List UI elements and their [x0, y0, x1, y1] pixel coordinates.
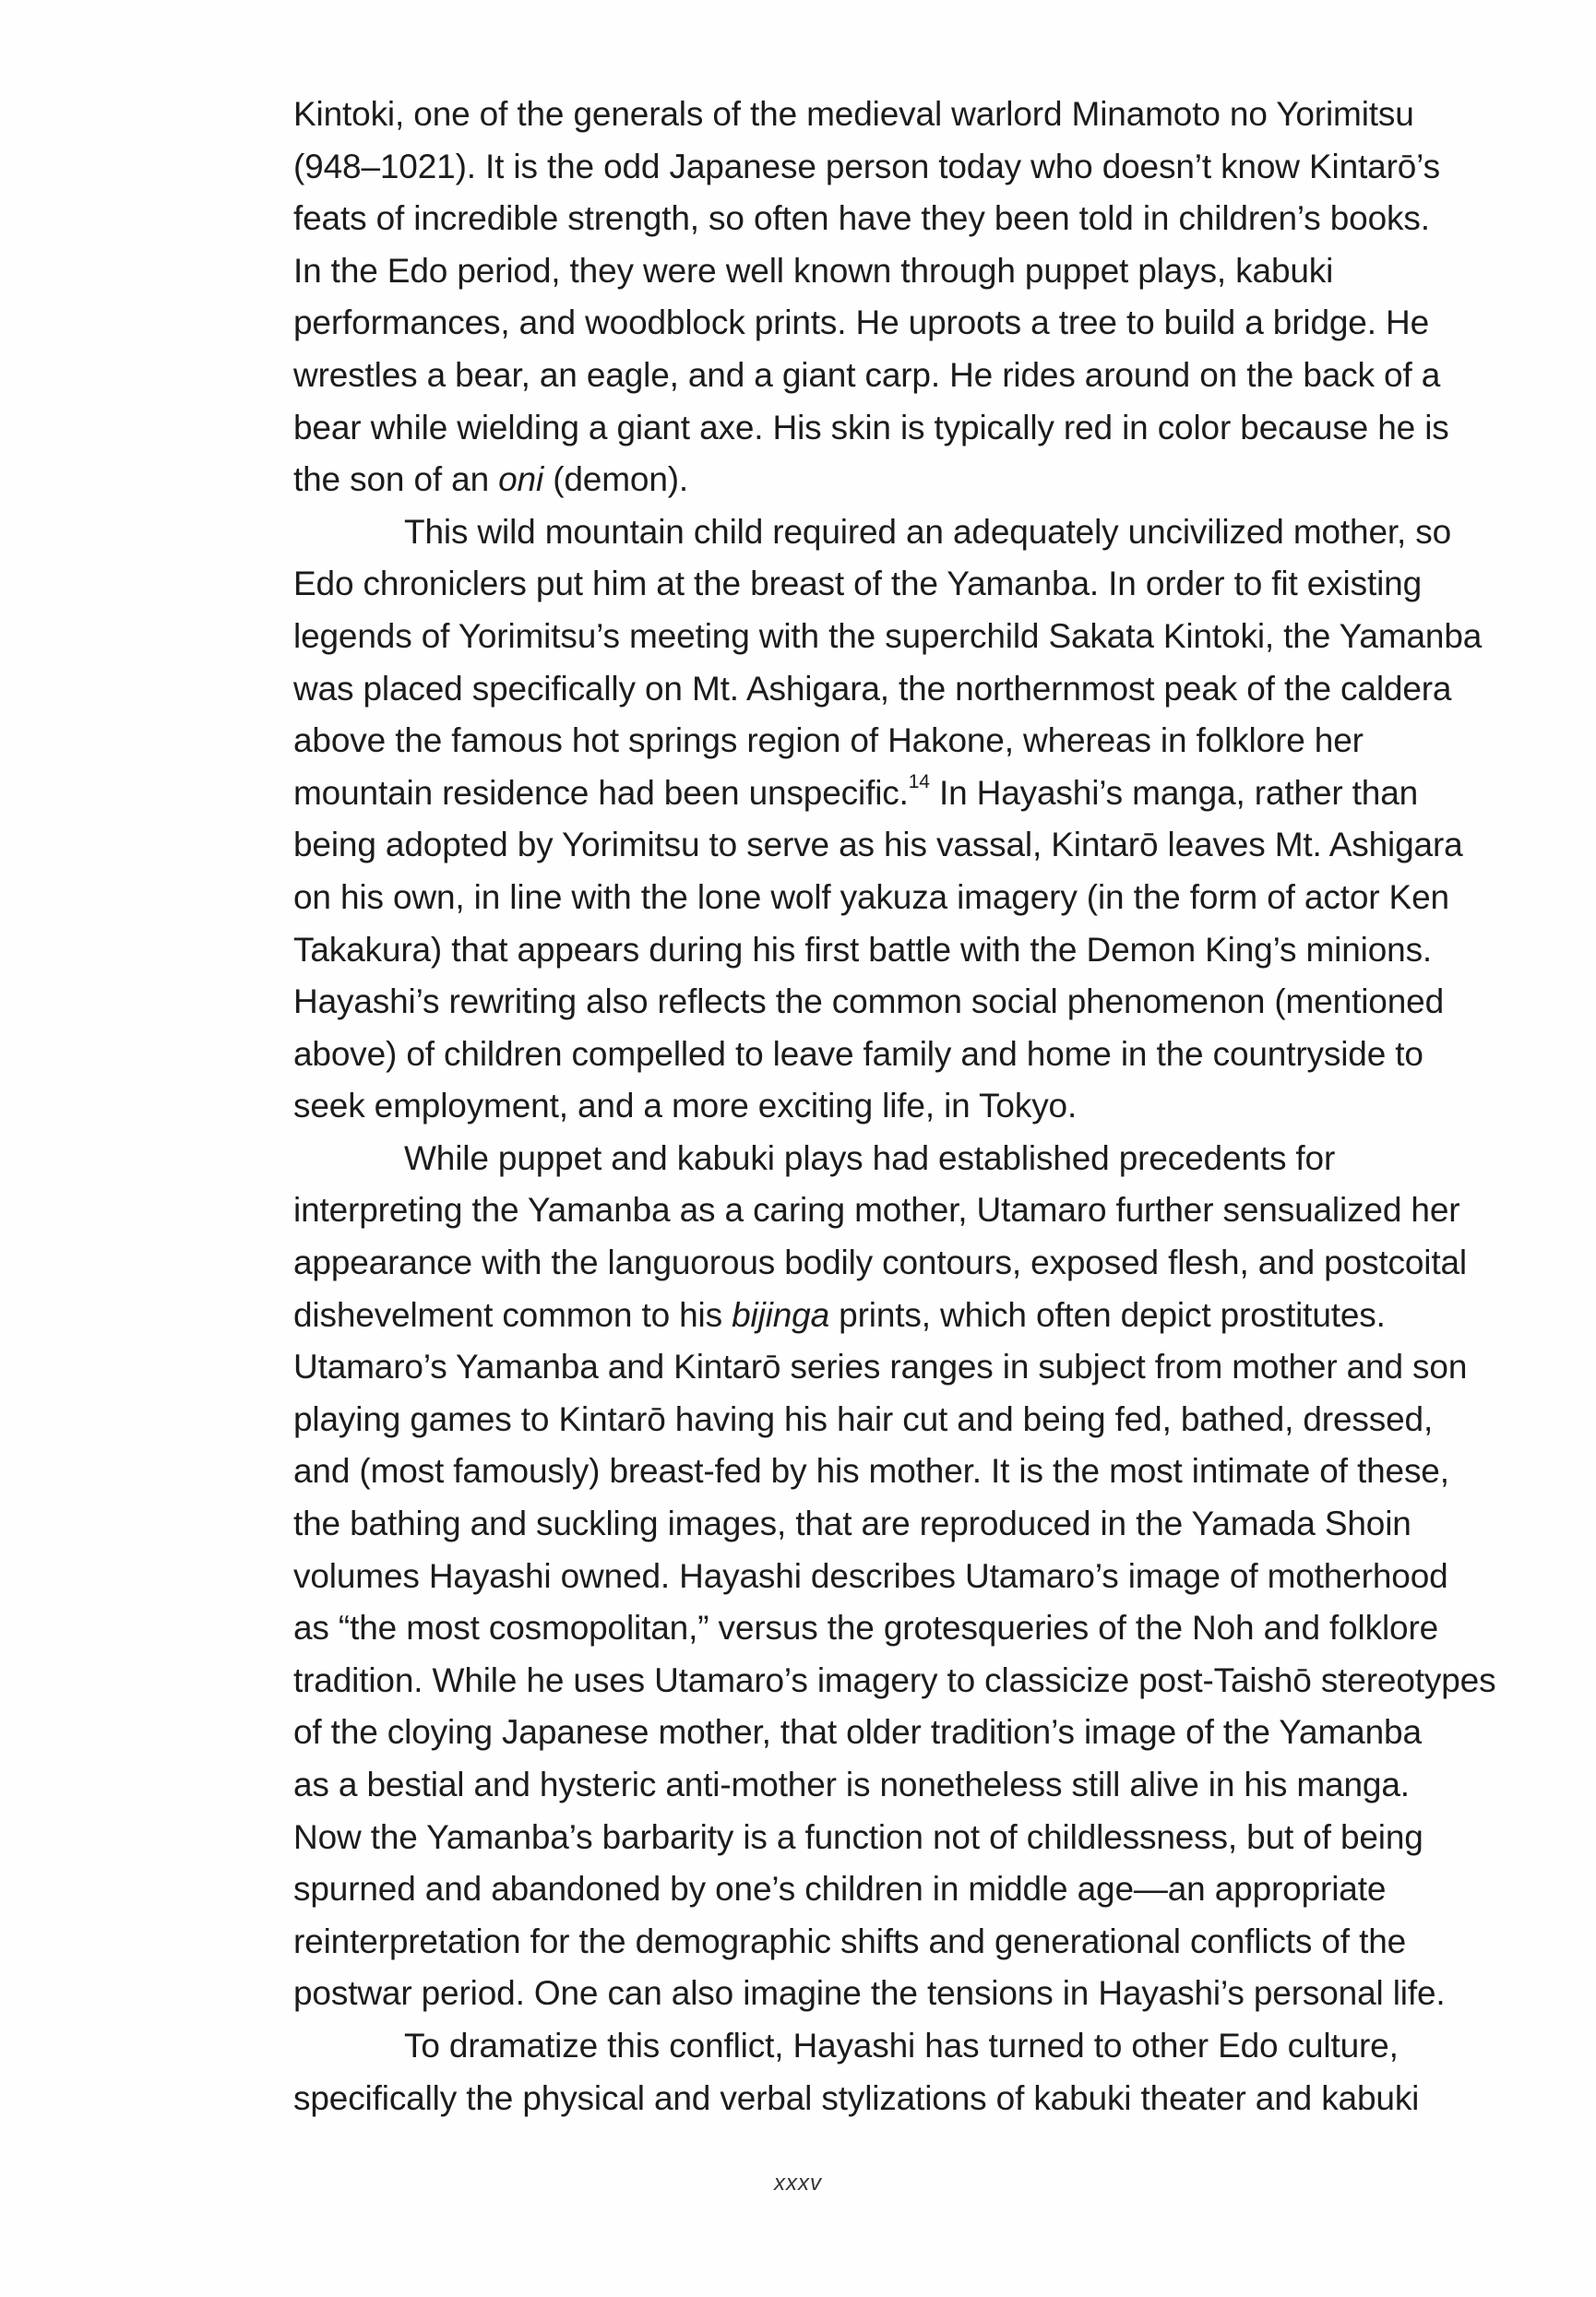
text-segment: In Hayashi’s manga, rather than: [929, 773, 1419, 812]
text-segment: wrestles a bear, an eagle, and a giant carp. He rides around on the back of a: [293, 355, 1441, 394]
text-segment: prints, which often depict prostitutes.: [829, 1295, 1386, 1334]
text-line: [293, 819, 1463, 872]
text-line: [293, 558, 1437, 611]
text-segment: legends of Yorimitsu’s meeting with the superchild Sakata Kintoki, the Yamanba: [293, 616, 1483, 655]
text-line: [293, 715, 1437, 768]
text-line: [293, 1655, 1496, 1708]
text-segment: playing games to Kintarō having his hair cut and being fed, bathed, dressed,: [293, 1399, 1434, 1438]
text-segment: spurned and abandoned by one’s children in middle age—an appropriate: [293, 1870, 1387, 1909]
page-number: xxxv: [774, 2171, 822, 2196]
text-line: [293, 1916, 1437, 1969]
text-line: [293, 2073, 1437, 2125]
text-segment: mountain residence had been unspecific.: [293, 773, 909, 812]
text-line: [293, 1812, 1437, 1864]
text-line: [293, 1290, 1437, 1342]
text-line: [293, 141, 1440, 194]
text-segment: postwar period. One can also imagine the tensions in Hayashi’s personal life.: [293, 1974, 1446, 2013]
text-segment: volumes Hayashi owned. Hayashi describes Utamaro’s image of motherhood: [293, 1556, 1448, 1595]
text-segment: the bathing and suckling images, that are reproduced in the Yamada Shoin: [293, 1505, 1411, 1543]
text-line: [293, 1498, 1437, 1551]
text-line: [293, 2020, 1437, 2073]
text-segment: To dramatize this conflict, Hayashi has turned to other Edo culture,: [404, 2026, 1399, 2065]
text-segment: of the cloying Japanese mother, that older tradition’s image of the Yamanba: [293, 1713, 1422, 1752]
text-line: [293, 1029, 1437, 1081]
text-line: [293, 1184, 1460, 1237]
text-line: [293, 297, 1437, 350]
text-segment: Takakura) that appears during his first battle with the Demon King’s minions.: [293, 930, 1433, 969]
text-line: [293, 1080, 1437, 1133]
text-segment: appearance with the languorous bodily contours, exposed flesh, and postcoital: [293, 1244, 1467, 1282]
text-line: [293, 1394, 1437, 1446]
text-segment: This wild mountain child required an adequately uncivilized mother, so: [404, 512, 1452, 551]
text-line: [293, 1133, 1437, 1185]
text-line: [293, 402, 1449, 455]
text-segment: In the Edo period, they were well known through puppet plays, kabuki: [293, 251, 1334, 290]
text-segment: dishevelment common to his: [293, 1295, 732, 1334]
text-segment: reinterpretation for the demographic shifts and generational conflicts of the: [293, 1922, 1407, 1960]
text-line: [293, 350, 1441, 402]
text-line: [293, 924, 1437, 977]
text-line: [293, 976, 1444, 1029]
text-segment: as “the most cosmopolitan,” versus the grotesqueries of the Noh and folklore: [293, 1609, 1439, 1648]
text-segment: above) of children compelled to leave family and home in the countryside to: [293, 1034, 1423, 1073]
text-segment: bear while wielding a giant axe. His skin is typically red in color because he is: [293, 408, 1449, 446]
italic-term: oni: [498, 460, 544, 499]
text-line: [293, 1446, 1449, 1498]
text-line: [293, 611, 1483, 663]
text-segment: interpreting the Yamanba as a caring mother, Utamaro further sensualized her: [293, 1191, 1460, 1230]
text-segment: Now the Yamanba’s barbarity is a function not of childlessness, but of being: [293, 1817, 1423, 1856]
text-line: [293, 1602, 1437, 1655]
text-line: [293, 89, 1437, 141]
text-segment: above the famous hot springs region of Hakone, whereas in folklore her: [293, 721, 1364, 760]
text-line: [293, 1759, 1437, 1812]
text-line: [293, 1551, 1448, 1603]
text-segment: seek employment, and a more exciting life, in Tokyo.: [293, 1087, 1078, 1125]
text-segment: While puppet and kabuki plays had established precedents for: [404, 1138, 1336, 1177]
text-segment: performances, and woodblock prints. He uproots a tree to build a bridge. He: [293, 303, 1429, 342]
text-segment: as a bestial and hysteric anti-mother is nonetheless still alive in his manga.: [293, 1766, 1410, 1803]
text-segment: specifically the physical and verbal stylizations of kabuki theater and kabuki: [293, 2078, 1420, 2117]
text-segment: Edo chroniclers put him at the breast of the Yamanba. In order to fit existing: [293, 565, 1422, 603]
text-line: [293, 193, 1437, 245]
text-segment: was placed specifically on Mt. Ashigara, the northernmost peak of the caldera: [293, 669, 1452, 708]
text-line: [293, 663, 1452, 716]
text-line: [293, 1341, 1468, 1394]
italic-term: bijinga: [732, 1295, 830, 1334]
body-text: [293, 89, 1496, 2124]
text-segment: Hayashi’s rewriting also reflects the common social phenomenon (mentioned: [293, 982, 1444, 1021]
text-segment: and (most famously) breast-fed by his mother. It is the most intimate of these,: [293, 1452, 1449, 1491]
text-line: [293, 506, 1452, 559]
footnote-reference: 14: [908, 771, 930, 793]
text-line: [293, 454, 1437, 506]
text-line: [293, 768, 1437, 820]
text-segment: Utamaro’s Yamanba and Kintarō series ranges in subject from mother and son: [293, 1348, 1468, 1387]
text-segment: tradition. While he uses Utamaro’s imagery to classicize post-Taishō stereotypes: [293, 1660, 1496, 1699]
text-segment: on his own, in line with the lone wolf yakuza imagery (in the form of actor Ken: [293, 877, 1449, 916]
text-line: [293, 1707, 1437, 1759]
text-segment: (948–1021). It is the odd Japanese person today who doesn’t know Kintarō’s: [293, 147, 1440, 185]
text-line: [293, 1863, 1437, 1916]
text-segment: being adopted by Yorimitsu to serve as his vassal, Kintarō leaves Mt. Ashigara: [293, 826, 1463, 864]
text-segment: (demon).: [543, 460, 689, 499]
text-line: [293, 245, 1437, 298]
text-line: [293, 872, 1449, 924]
text-segment: the son of an: [293, 460, 499, 499]
text-segment: Kintoki, one of the generals of the medieval warlord Minamoto no Yorimitsu: [293, 95, 1414, 133]
text-line: [293, 1237, 1467, 1290]
text-line: [293, 1968, 1446, 2020]
text-segment: feats of incredible strength, so often have they been told in children’s books.: [293, 199, 1430, 238]
